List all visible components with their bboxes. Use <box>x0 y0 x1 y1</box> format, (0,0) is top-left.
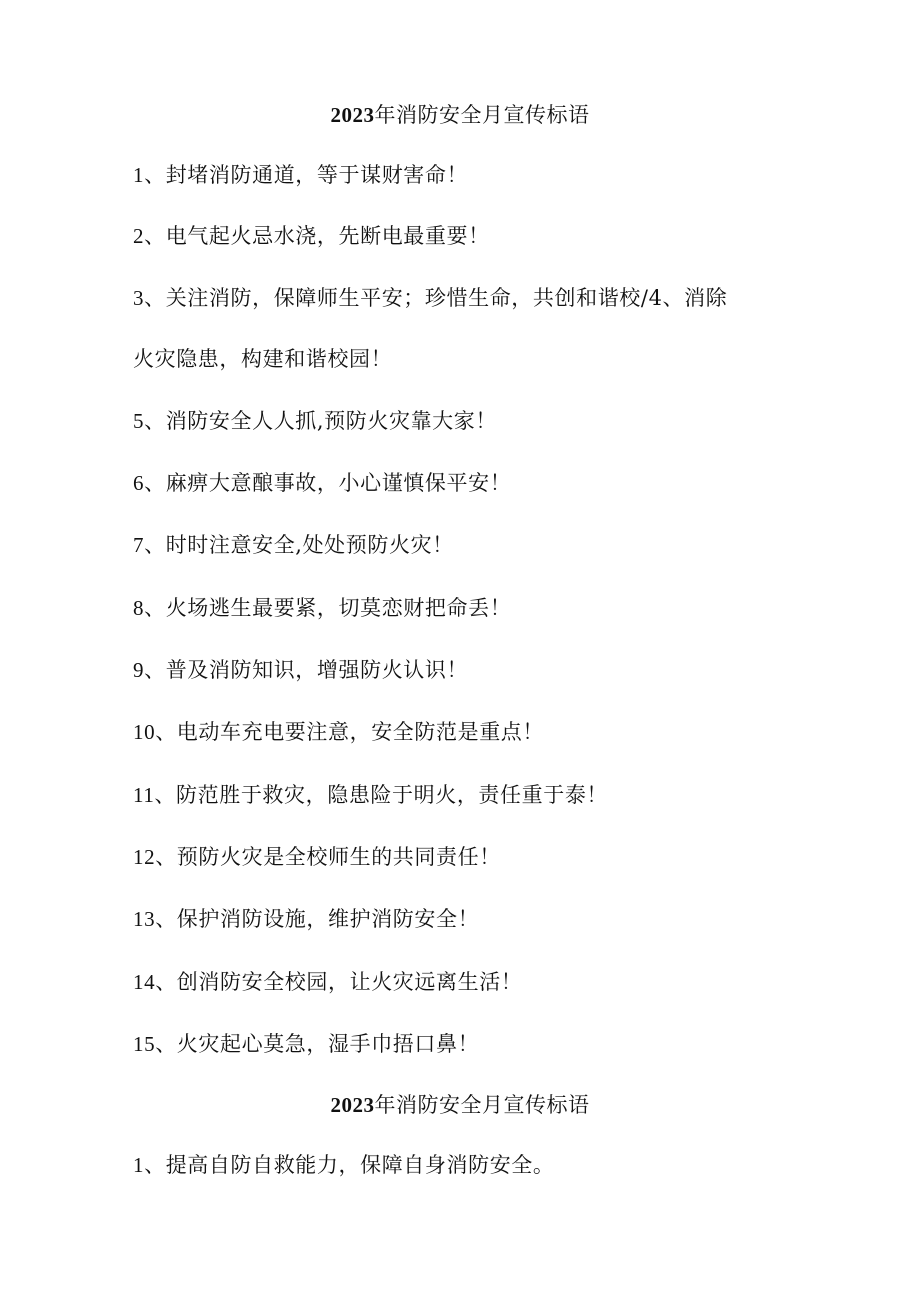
slogan-line <box>133 468 793 498</box>
slogan-line-continuation <box>133 344 793 374</box>
slogan-text: 、麻痹大意酿事故，小心谨慎保平安！ <box>144 471 512 495</box>
slogan-text: 、火灾起心莫急，湿手巾捂口鼻！ <box>155 1032 480 1056</box>
slogan-line <box>133 1150 793 1180</box>
slogan-number: 1 <box>133 1153 145 1177</box>
slogan-line <box>133 593 793 623</box>
slogan-text: 、创消防安全校园，让火灾远离生活！ <box>155 970 523 994</box>
slogan-text: 、火场逃生最要紧，切莫恋财把命丢！ <box>144 596 512 620</box>
slogan-number: 11 <box>133 783 155 807</box>
slogan-line <box>133 780 793 810</box>
slogan-line <box>133 655 793 685</box>
slogan-line <box>133 283 793 313</box>
section-2-title-year: 2023 <box>330 1093 375 1117</box>
slogan-line <box>133 160 793 190</box>
slogan-text: 火灾隐患，构建和谐校园！ <box>133 347 393 371</box>
slogan-line <box>133 967 793 997</box>
slogan-line <box>133 904 793 934</box>
slogan-line <box>133 842 793 872</box>
slogan-number: 1 <box>133 163 145 187</box>
slogan-number: 5 <box>133 409 145 433</box>
slogan-text: 、普及消防知识，增强防火认识！ <box>144 658 469 682</box>
slogan-text: 、关注消防，保障师生平安；珍惜生命，共创和谐校/4、消除 <box>144 286 728 310</box>
slogan-number: 15 <box>133 1032 156 1056</box>
slogan-text: 、电气起火忌水浇，先断电最重要！ <box>144 224 490 248</box>
slogan-number: 9 <box>133 658 145 682</box>
section-1-title-year: 2023 <box>330 103 375 127</box>
slogan-text: 、封堵消防通道，等于谋财害命！ <box>144 163 469 187</box>
slogan-number: 12 <box>133 845 156 869</box>
slogan-number: 2 <box>133 224 145 248</box>
slogan-number: 14 <box>133 970 156 994</box>
slogan-number: 8 <box>133 596 145 620</box>
slogan-line <box>133 1029 793 1059</box>
section-2-title-text: 年消防安全月宣传标语 <box>374 1093 590 1117</box>
slogan-text: 、时时注意安全,处处预防火灾！ <box>144 533 454 557</box>
section-2-title <box>0 1090 920 1120</box>
slogan-line <box>133 530 793 560</box>
section-1-title <box>0 100 920 130</box>
slogan-text: 、电动车充电要注意，安全防范是重点！ <box>155 720 545 744</box>
slogan-text: 、保护消防设施，维护消防安全！ <box>155 907 480 931</box>
slogan-number: 13 <box>133 907 156 931</box>
section-1-title-text: 年消防安全月宣传标语 <box>374 103 590 127</box>
slogan-number: 7 <box>133 533 145 557</box>
slogan-line <box>133 717 793 747</box>
slogan-text: 、消防安全人人抓,预防火灾靠大家！ <box>144 409 497 433</box>
slogan-line <box>133 221 793 251</box>
slogan-text: 、提高自防自救能力，保障自身消防安全。 <box>144 1153 555 1177</box>
slogan-number: 10 <box>133 720 156 744</box>
slogan-line <box>133 406 793 436</box>
slogan-text: 、预防火灾是全校师生的共同责任！ <box>155 845 501 869</box>
slogan-text: 、防范胜于救灾，隐患险于明火，责任重于泰！ <box>154 783 609 807</box>
slogan-number: 3 <box>133 286 145 310</box>
slogan-number: 6 <box>133 471 145 495</box>
